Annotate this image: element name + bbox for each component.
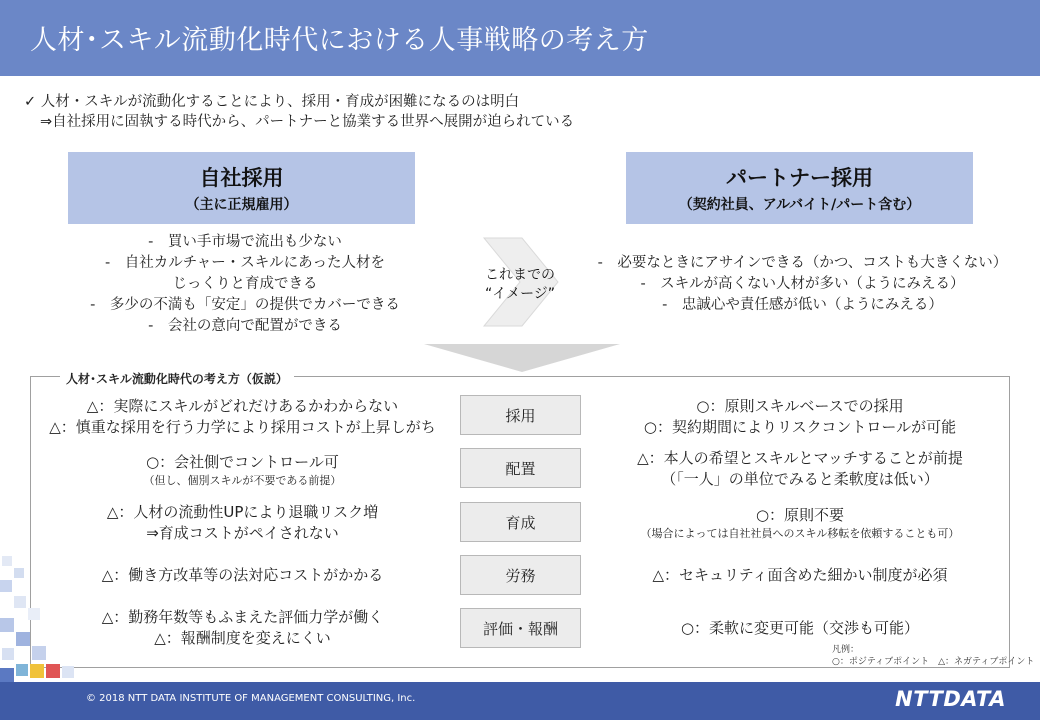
- partner-hiring-title: パートナー採用: [726, 166, 873, 190]
- list-item: - 忠誠心や責任感が低い（ようにみえる）: [662, 297, 943, 313]
- in-house-hiring-header: [68, 152, 415, 224]
- legend-text: ○：ポジティブポイント △：ネガティブポイント: [832, 657, 1035, 667]
- in-house-image-list: [40, 232, 450, 337]
- partner-hiring-header: [626, 152, 973, 224]
- intro-text: [24, 92, 574, 132]
- in-house-hiring-title: 自社採用: [199, 166, 284, 190]
- row-right-cell: △：本人の希望とスキルとマッチすることが前提 （「一人」の単位でみると柔軟度は低い）: [637, 449, 963, 488]
- row-left-cell: △：働き方改革等の法対応コストがかかる: [101, 565, 384, 584]
- row-left-cell: △：実際にスキルがどれだけあるかわからない △：慎重な採用を行う力学により採用コストが上昇しがち: [49, 397, 436, 436]
- down-arrow-icon: [424, 344, 620, 372]
- row-left-cell: △：人材の流動性UPにより退職リスク増 ⇒育成コストがペイされない: [106, 503, 379, 542]
- nttdata-logo: NTTDATA: [895, 687, 1006, 711]
- category-label: 育成: [460, 502, 581, 542]
- intro-line-2: ⇒自社採用に固執する時代から、パートナーと協業する世界へ展開が迫られている: [40, 114, 575, 130]
- category-label: 評価・報酬: [460, 608, 581, 648]
- row-right-cell: ○：原則不要 （場合によっては自社社員へのスキル移転を依頼することも可）: [640, 506, 960, 540]
- page-title: 人材･スキル流動化時代における人事戦略の考え方: [30, 25, 649, 56]
- intro-line-1: ✓ 人材・スキルが流動化することにより、採用・育成が困難になるのは明白: [24, 94, 520, 110]
- category-label: 労務: [460, 555, 581, 595]
- copyright-text: © 2018 NTT DATA INSTITUTE OF MANAGEMENT CONSULTING, Inc.: [86, 693, 416, 704]
- hypothesis-panel-title: 人材･スキル流動化時代の考え方（仮説）: [60, 370, 294, 387]
- row-right-cell: ○：原則スキルベースでの採用 ○：契約期間によりリスクコントロールが可能: [643, 397, 957, 436]
- partner-image-list: [575, 253, 1030, 316]
- category-label: 配置: [460, 448, 581, 488]
- row-right-cell: ○：柔軟に変更可能（交渉も可能）: [680, 618, 920, 637]
- legend: [832, 644, 1034, 668]
- legend-label: 凡例：: [832, 645, 860, 655]
- row-right-cell: △：セキュリティ面含めた細かい制度が必須: [652, 565, 948, 584]
- row-left-cell: ○：会社側でコントロール可 （但し、個別スキルが不要である前提）: [143, 453, 342, 487]
- list-item: - 多少の不満も「安定」の提供でカバーできる: [90, 297, 400, 313]
- category-label: 採用: [460, 395, 581, 435]
- list-item: - 自社カルチャー・スキルにあった人材を: [104, 255, 385, 271]
- row-left-cell: △：勤務年数等もふまえた評価力学が働く △：報酬制度を変えにくい: [101, 608, 384, 647]
- partner-hiring-subtitle: （契約社員、アルバイト/パート含む）: [678, 197, 921, 213]
- previous-image-label: これまでの “イメージ”: [484, 267, 556, 302]
- list-item: - 必要なときにアサインできる（かつ、コストも大きくない）: [597, 255, 1008, 271]
- list-item: - スキルが高くない人材が多い（ようにみえる）: [640, 276, 965, 292]
- in-house-hiring-subtitle: （主に正規雇用）: [185, 197, 298, 213]
- list-item: - 買い手市場で流出も少ない: [148, 234, 342, 250]
- list-item: じっくりと育成できる: [172, 276, 318, 292]
- list-item: - 会社の意向で配置ができる: [148, 318, 342, 334]
